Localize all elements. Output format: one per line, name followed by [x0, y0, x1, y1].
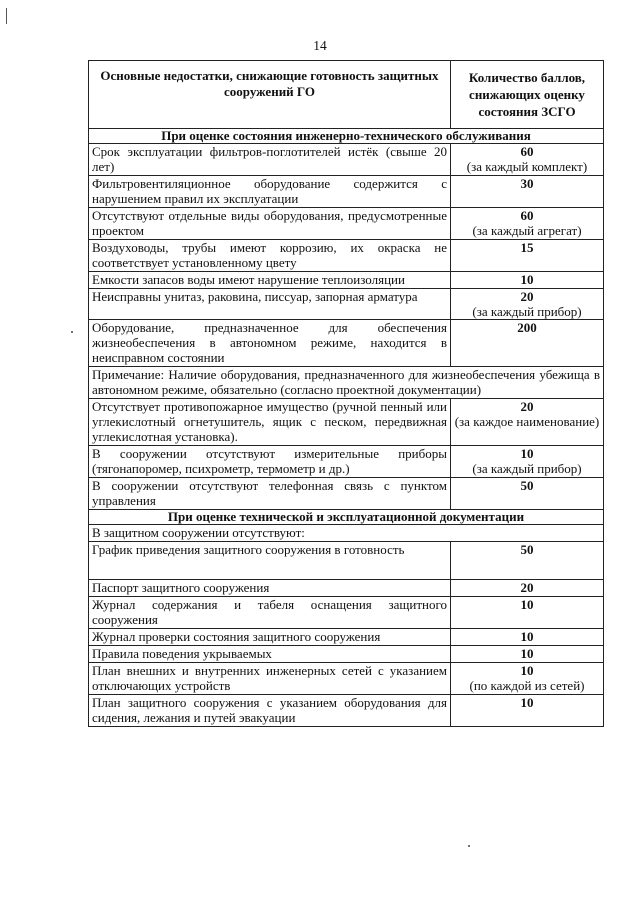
table-row — [89, 289, 604, 320]
score-cell — [451, 176, 604, 208]
table-row — [89, 320, 604, 367]
score-cell — [451, 208, 604, 240]
score-cell — [451, 320, 604, 367]
table-row — [89, 478, 604, 510]
table-row — [89, 629, 604, 646]
scan-speck — [468, 845, 470, 847]
table-row — [89, 542, 604, 580]
score-value: 10 — [520, 695, 534, 710]
table-row — [89, 510, 604, 525]
left-margin-mark — [6, 8, 7, 24]
section-title-documentation: При оценке технической и эксплуатационной документации — [89, 510, 604, 525]
table-row — [89, 399, 604, 446]
table-row — [89, 446, 604, 478]
score-note: (за каждое наименование) — [454, 414, 600, 429]
score-cell — [451, 646, 604, 663]
deficiency-text: В сооружении отсутствуют телефонная связь с пунктом управления — [89, 478, 451, 510]
score-cell — [451, 542, 604, 580]
score-cell — [451, 289, 604, 320]
section-intro: В защитном сооружении отсутствуют: — [89, 525, 604, 542]
score-cell — [451, 478, 604, 510]
table-header-row — [89, 61, 604, 129]
header-deficiencies: Основные недостатки, снижающие готовность защитных сооружений ГО — [89, 61, 451, 129]
table-row — [89, 367, 604, 399]
deficiency-text: Срок эксплуатации фильтров-поглотителей истёк (свыше 20 лет) — [89, 144, 451, 176]
section-title-maintenance: При оценке состояния инженерно-технического обслуживания — [89, 129, 604, 144]
table-row — [89, 208, 604, 240]
deficiency-text: Отсутствуют отдельные виды оборудования, предусмотренные проектом — [89, 208, 451, 240]
score-cell — [451, 240, 604, 272]
deficiency-text: Паспорт защитного сооружения — [89, 580, 451, 597]
deficiency-text: График приведения защитного сооружения в готовность — [89, 542, 451, 580]
table-row — [89, 580, 604, 597]
deficiency-table — [88, 60, 604, 727]
deficiency-text: Воздуховоды, трубы имеют коррозию, их окраска не соответствует установленному цвету — [89, 240, 451, 272]
score-cell — [451, 695, 604, 727]
deficiency-text: План защитного сооружения с указанием оборудования для сидения, лежания и путей эвакуации — [89, 695, 451, 727]
score-note: (за каждый агрегат) — [472, 223, 582, 238]
score-note: (по каждой из сетей) — [469, 678, 585, 693]
score-cell — [451, 580, 604, 597]
score-value: 20 — [520, 580, 534, 595]
score-value: 60 — [520, 144, 534, 159]
score-cell — [451, 399, 604, 446]
score-note: (за каждый комплект) — [466, 159, 588, 174]
score-note: (за каждый прибор) — [472, 304, 582, 319]
deficiency-text: Журнал содержания и табеля оснащения защитного сооружения — [89, 597, 451, 629]
score-cell — [451, 597, 604, 629]
score-note: (за каждый прибор) — [472, 461, 582, 476]
deficiency-text: План внешних и внутренних инженерных сетей с указанием отключающих устройств — [89, 663, 451, 695]
table-body — [89, 129, 604, 727]
table-row — [89, 695, 604, 727]
deficiency-text: Правила поведения укрываемых — [89, 646, 451, 663]
table-row — [89, 144, 604, 176]
score-cell — [451, 272, 604, 289]
score-value: 20 — [520, 399, 534, 414]
table-row — [89, 272, 604, 289]
deficiency-text: Неисправны унитаз, раковина, писсуар, запорная арматура — [89, 289, 451, 320]
table-row — [89, 663, 604, 695]
score-value: 50 — [520, 542, 534, 557]
table-row — [89, 240, 604, 272]
note-row: Примечание: Наличие оборудования, предназначенного для жизнеобеспечения убежища в автономном режиме, обязательно (согласно проектной документации) — [89, 367, 604, 399]
score-cell — [451, 663, 604, 695]
deficiency-text: Оборудование, предназначенное для обеспечения жизнеобеспечения в автономном режиме, находится в неисправном состоянии — [89, 320, 451, 367]
deficiency-text: Емкости запасов воды имеют нарушение теплоизоляции — [89, 272, 451, 289]
score-value: 10 — [520, 663, 534, 678]
scan-speck — [71, 331, 73, 333]
deficiency-text: Отсутствует противопожарное имущество (ручной пенный или углекислотный огнетушитель, ящик с песком, передвижная углекислотная установка). — [89, 399, 451, 446]
score-value: 10 — [520, 646, 534, 661]
score-cell — [451, 144, 604, 176]
table-row — [89, 597, 604, 629]
table-row — [89, 176, 604, 208]
header-score: Количество баллов, снижающих оценку состояния ЗСГО — [451, 61, 604, 129]
table-row — [89, 525, 604, 542]
score-value: 10 — [520, 597, 534, 612]
score-value: 10 — [520, 446, 534, 461]
score-value: 10 — [520, 272, 534, 287]
score-value: 50 — [520, 478, 534, 493]
score-value: 10 — [520, 629, 534, 644]
score-value: 30 — [520, 176, 534, 191]
page-number: 14 — [313, 38, 327, 53]
score-value: 20 — [520, 289, 534, 304]
score-value: 60 — [520, 208, 534, 223]
deficiency-text: В сооружении отсутствуют измерительные приборы (тягонапоромер, психрометр, термометр и др.) — [89, 446, 451, 478]
score-cell — [451, 629, 604, 646]
score-value: 200 — [517, 320, 537, 335]
deficiency-text: Журнал проверки состояния защитного сооружения — [89, 629, 451, 646]
section-row — [89, 129, 604, 144]
score-cell — [451, 446, 604, 478]
deficiency-text: Фильтровентиляционное оборудование содержится с нарушением правил их эксплуатации — [89, 176, 451, 208]
score-value: 15 — [520, 240, 534, 255]
table-row — [89, 646, 604, 663]
